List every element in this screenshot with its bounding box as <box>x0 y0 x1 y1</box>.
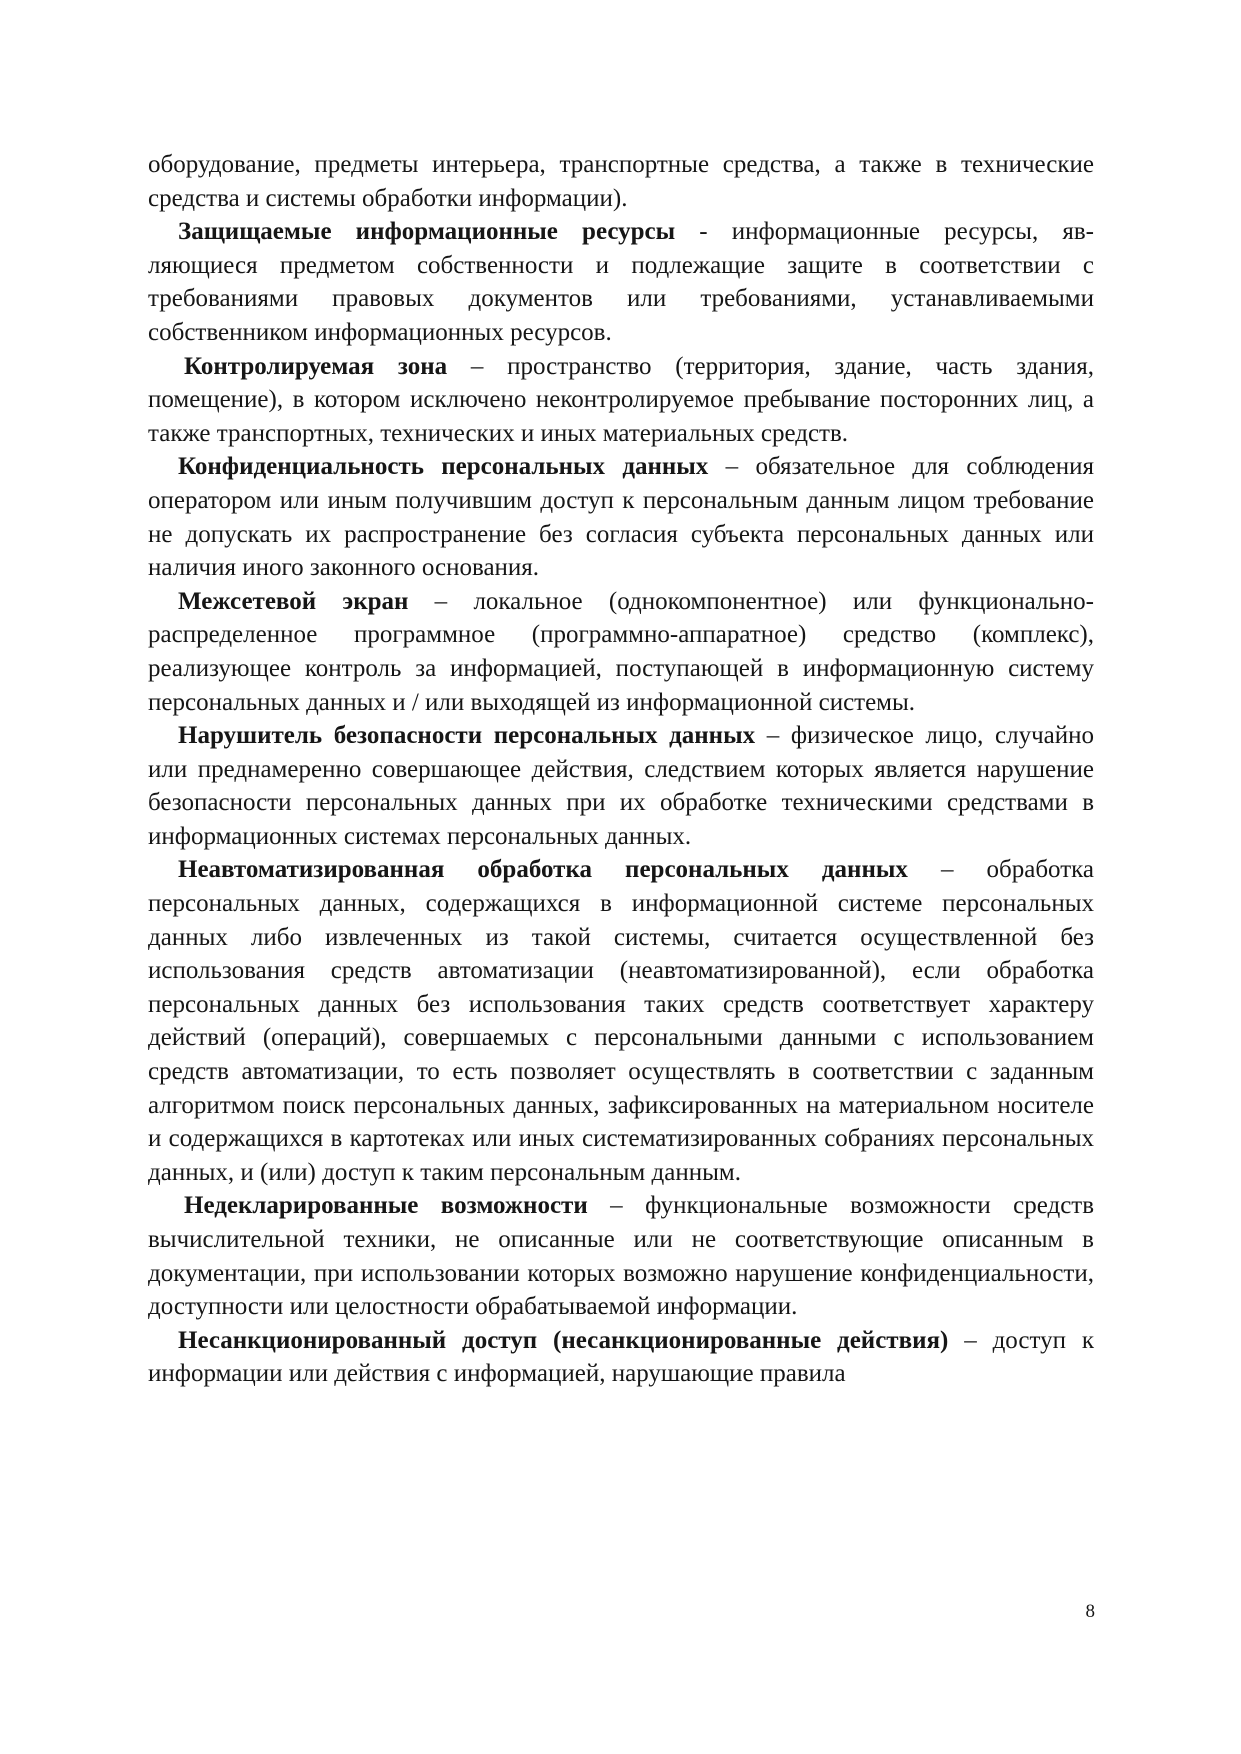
definition-term: Несанкционированный доступ (несанкционированные действия) <box>178 1326 949 1354</box>
intro-paragraph: оборудование, предметы интерьера, транспортные средства, а также в технические средства и системы обработки информации). <box>148 151 1094 212</box>
definition-separator: – <box>447 352 508 380</box>
document-body <box>148 148 1094 1391</box>
definition-separator: – <box>587 1192 646 1220</box>
definition-term: Нарушитель безопасности персональных данных <box>178 722 756 750</box>
definition-paragraph <box>148 450 1094 584</box>
definition-paragraph <box>148 215 1094 349</box>
definition-text: обязательное для соблюдения оператором или иным получившим доступ к персональным данным лицом требование не допускать их распространение без согласия субъекта персональных данных или наличия иного законного основания. <box>148 453 1095 582</box>
definition-term: Недекларированные возможности <box>184 1192 588 1220</box>
definition-separator: – <box>948 1326 993 1354</box>
definition-paragraph <box>148 1189 1094 1323</box>
definition-separator: – <box>408 587 474 615</box>
definition-text: обработка персональных данных, содержащихся в информационной системе персональных данных либо извлеченных из такой системы, считается осуществленной без использования средств автоматизации (неавтоматизированной), если обработка персональных данных без использования таких средств соответствует характеру действий (операций), совершаемых с персональными данными с использованием средств автоматизации, то есть позволяет осуществлять в соответствии с заданным алгоритмом поиск персональных данных, зафиксированных на материальном носителе и содержащихся в картотеках или иных систематизированных собраниях персональных данных, и (или) доступ к таким персональным данным. <box>148 856 1094 1186</box>
definition-text: физическое лицо, случайно или преднамеренно совершающее действия, следствием которых является нарушение безопасности персональных данных при их обработке техническими средствами в информационных системах персональных данных. <box>148 722 1095 850</box>
definition-text: функциональные возможности средств вычислительной техники, не описанные или не соответствующие описанным в документации, при использовании которых возможно нарушение конфиденциальности, доступности или целостности обрабатываемой информации. <box>148 1192 1095 1321</box>
definition-term: Контролируемая зона <box>184 352 448 380</box>
definition-paragraph <box>148 719 1094 853</box>
definition-term: Межсетевой экран <box>178 587 409 615</box>
definition-term: Неавтоматизированная обработка персональных данных <box>178 856 908 884</box>
definition-text: информационные ресурсы, яв-ляющиеся предметом собственности и подлежащие защите в соответствии с требованиями правовых документов или требованиями, устанавливаемыми собственником информационных ресурсов. <box>148 218 1094 346</box>
definition-text: пространство (территория, здание, часть здания, помещение), в котором исключено неконтролируемое пребывание посторонних лиц, а также транспортных, технических и иных материальных средств. <box>148 352 1095 447</box>
definition-paragraph <box>148 585 1094 719</box>
definition-text: локальное (однокомпонентное) или функционально-распределенное программное (программно-аппаратное) средство (комплекс), реализующее контроль за информацией, поступающей в информационную систему персональных данных и / или выходящей из информационной системы. <box>148 587 1094 716</box>
definition-term: Конфиденциальность персональных данных <box>178 453 709 481</box>
page-number: 8 <box>1085 1601 1095 1622</box>
definition-paragraph <box>148 853 1094 1189</box>
definition-paragraph <box>148 1324 1094 1391</box>
definition-separator: – <box>755 722 791 750</box>
definition-term: Защищаемые информационные ресурсы <box>178 218 676 246</box>
definition-paragraph <box>148 350 1094 451</box>
definition-text: доступ к информации или действия с информацией, нарушающие правила <box>148 1326 1095 1388</box>
definition-separator: - <box>675 218 732 246</box>
definition-separator: – <box>907 856 987 884</box>
definition-separator: – <box>708 453 756 481</box>
